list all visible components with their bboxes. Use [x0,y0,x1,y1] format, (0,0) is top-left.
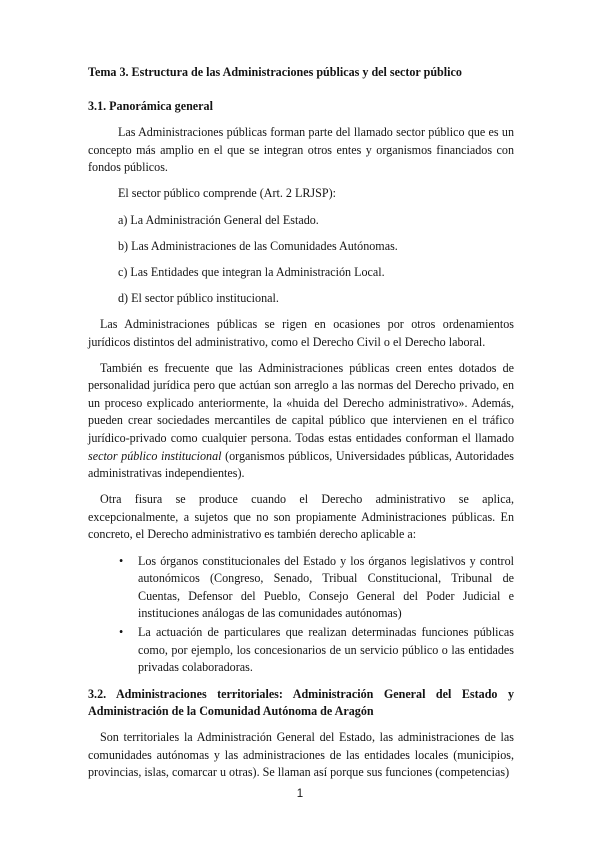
page-content [88,64,514,790]
list-item-d: d) El sector público institucional. [118,290,279,305]
list-item-c: c) Las Entidades que integran la Administración Local. [118,264,385,279]
bullet-list [88,553,514,677]
section-1-paragraph-4 [88,360,514,483]
list-item-a: a) La Administración General del Estado. [118,212,319,227]
sector-publico-institucional-emphasis: sector público institucional [88,448,222,463]
section-1-paragraph-3: Las Administraciones públicas se rigen en ocasiones por otros ordenamientos jurídicos distintos del administrativo, como el Derecho Civil o el Derecho laboral. [88,316,514,349]
section-1-paragraph-2: El sector público comprende (Art. 2 LRJSP): [118,186,336,201]
section-2-heading: 3.2. Administraciones territoriales: Administración General del Estado y Administración de la Comunidad Autónoma de Aragón [88,686,514,719]
section-2-paragraph-1: Son territoriales la Administración General del Estado, las administraciones de las comunidades autónomas y las administraciones de las entidades locales (municipios, provincias, islas, comarcar u otras). Se llaman así porque sus funciones (competencias) [88,729,514,780]
list-item-b: b) Las Administraciones de las Comunidades Autónomas. [118,238,398,253]
document-title: Tema 3. Estructura de las Administraciones públicas y del sector público [88,65,462,79]
section-1-paragraph-1: Las Administraciones públicas forman parte del llamado sector público que es un concepto más amplio en el que se integran otros entes y organismos financiados con fondos públicos. [88,125,514,175]
section-1-paragraph-5: Otra fisura se produce cuando el Derecho administrativo se aplica, excepcionalmente, a sujetos que no son propiamente Administraciones públicas. En concreto, el Derecho administrativo es también derecho aplicable a: [88,492,514,542]
bullet-item-organos: • Los órganos constitucionales del Estado y los órganos legislativos y control autonómicos (Congreso, Senado, Tribual Constitucional, Tribunal de Cuentas, Defensor del Pueblo, Consejo General del Poder Judicial e instituciones análogas de las comunidades autónomas) [88,553,514,623]
page-number: 1 [296,788,304,800]
bullet-item-particulares: • La actuación de particulares que realizan determinadas funciones públicas como, por ejemplo, los concesionarios de un servicio público o las entidades privadas colaboradoras. [88,624,514,677]
paragraph-4-text-end: (organismos públicos, Universidades públicas, Autoridades administrativas independientes). [88,448,514,481]
paragraph-4-text-start: También es frecuente que las Administraciones públicas creen entes dotados de personalidad jurídica pero que actúan son arreglo a las normas del Derecho privado, en un proceso explicado anteriormente, la «huida del Derecho administrativo». Además, pueden crear sociedades mercantiles de capital público que intervienen en el tráfico jurídico-privado como cualquier persona. Todas estas entidades conforman el llamado [88,360,514,445]
section-1-heading: 3.1. Panorámica general [88,98,213,113]
